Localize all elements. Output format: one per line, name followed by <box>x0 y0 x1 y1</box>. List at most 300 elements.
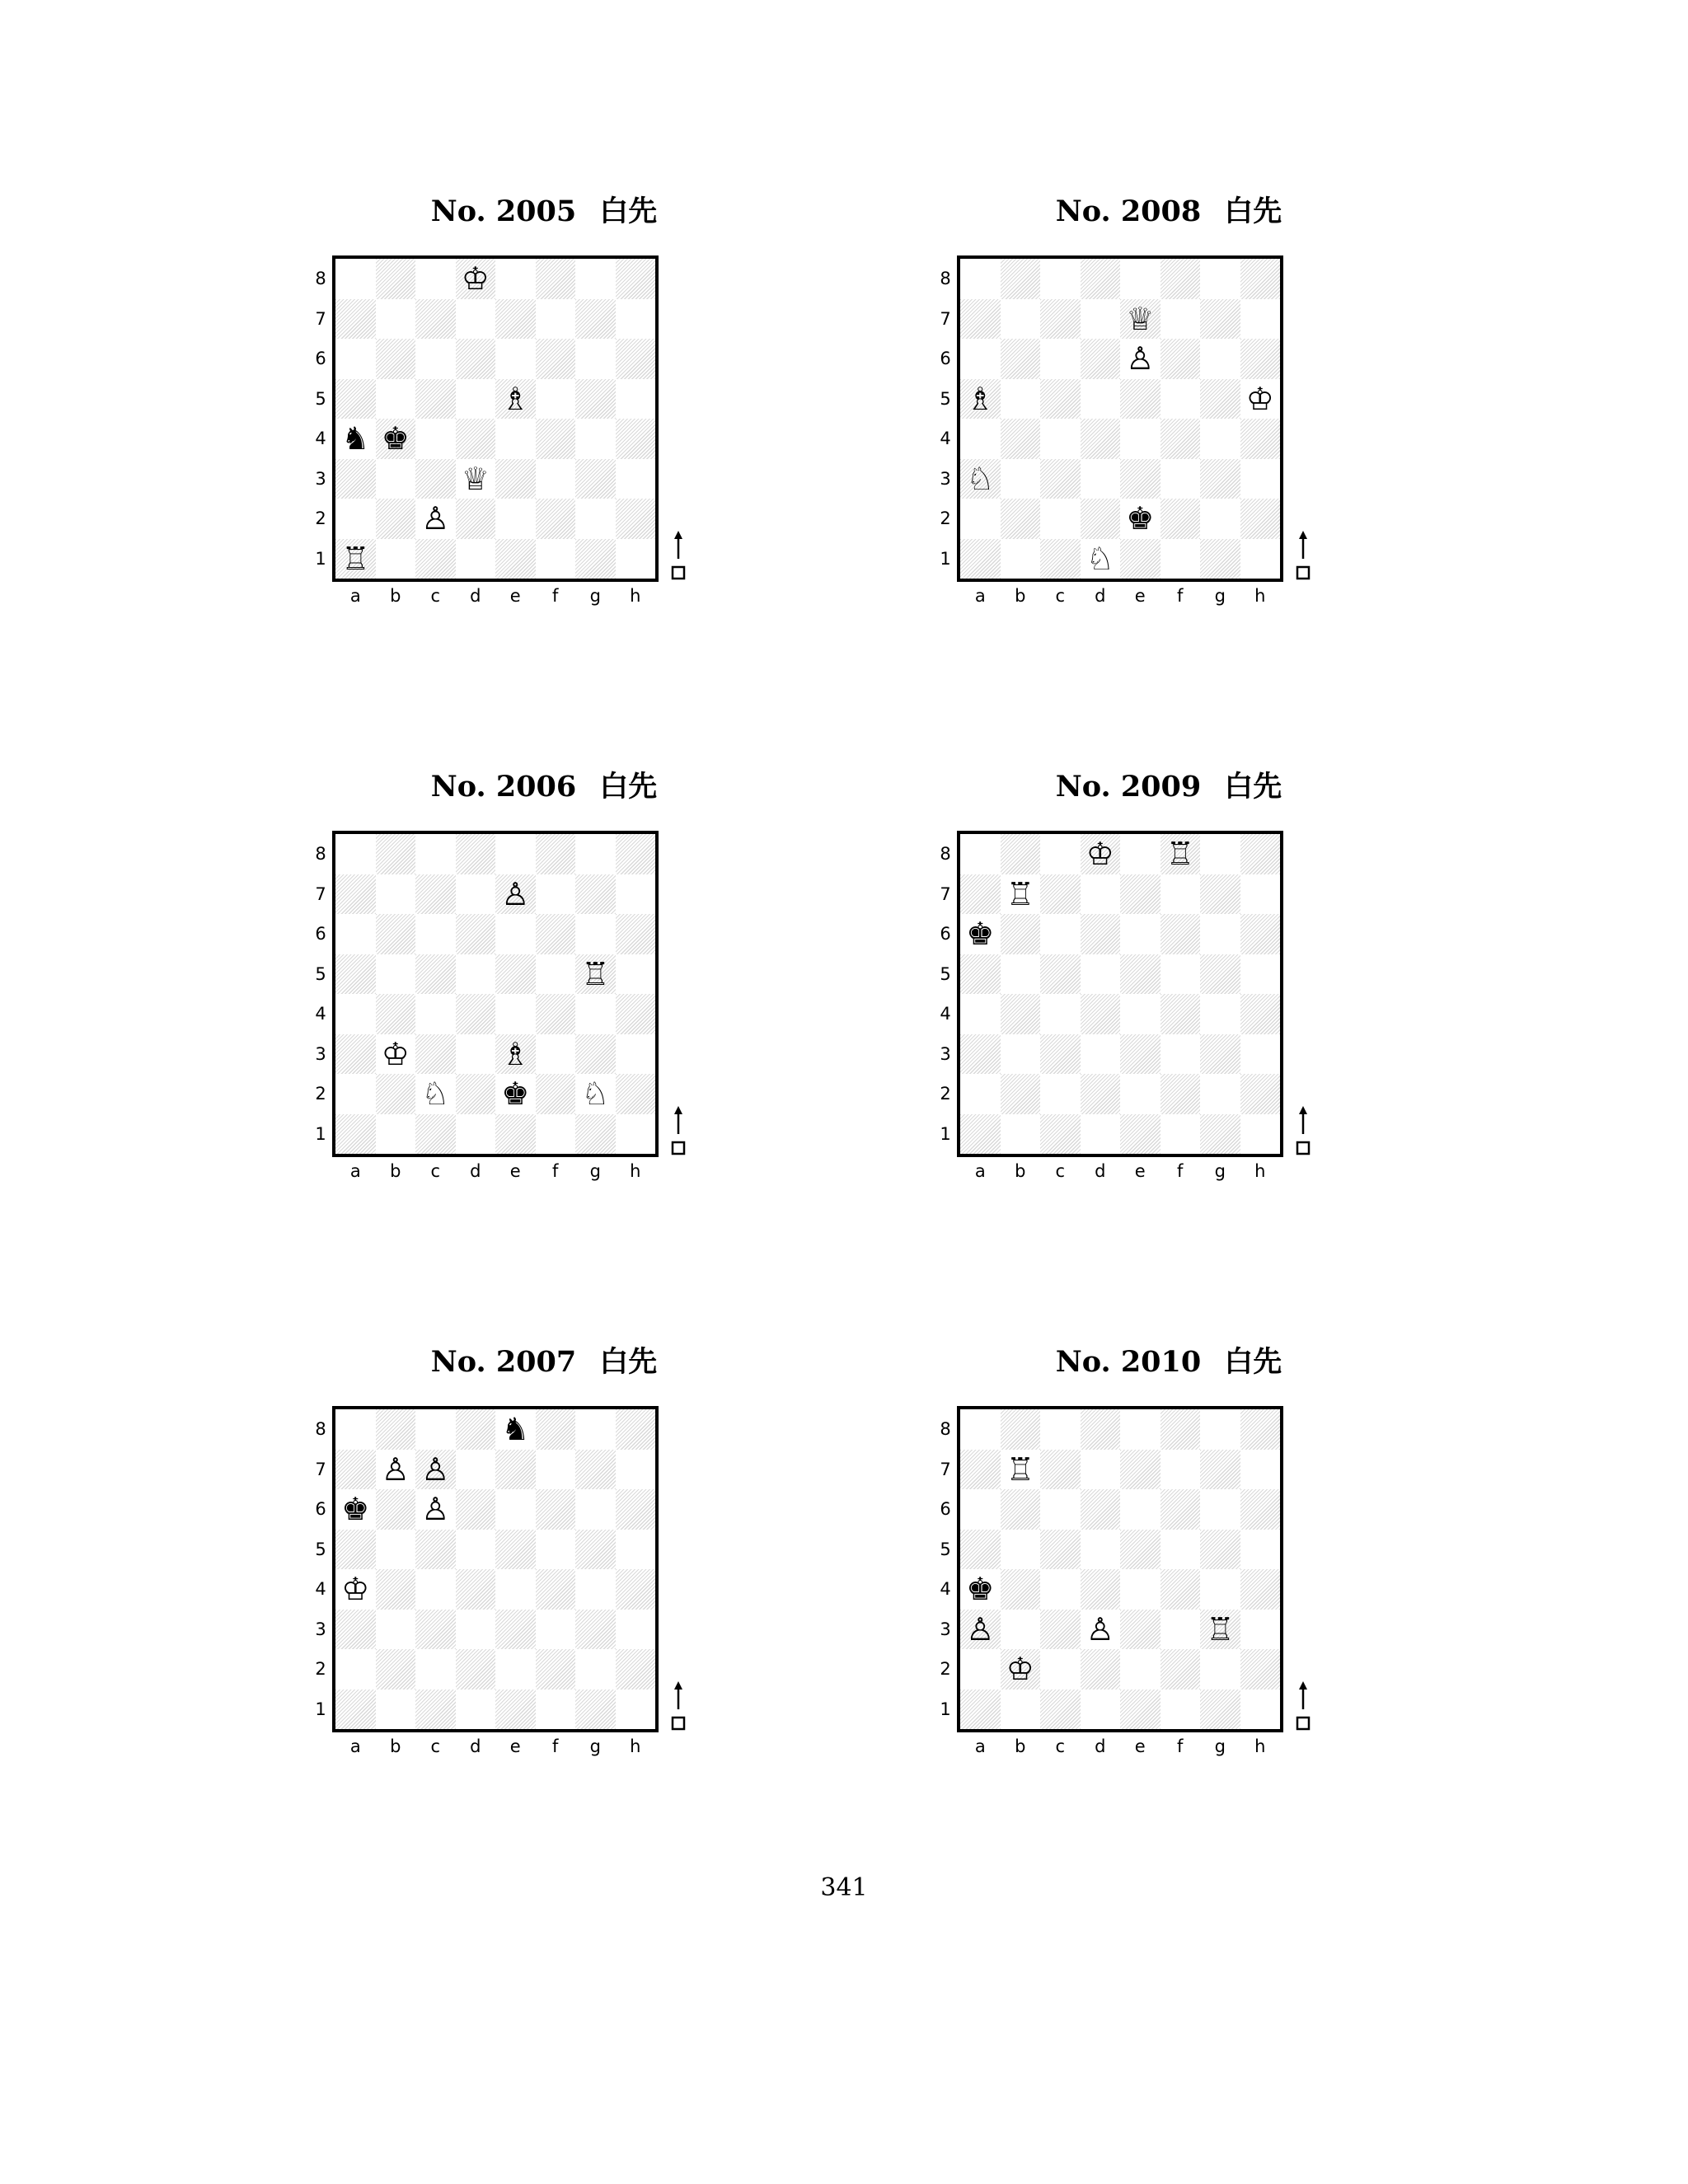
square-f5 <box>536 1530 576 1570</box>
puzzle-title <box>938 1340 1400 1385</box>
file-label: b <box>390 1161 401 1181</box>
square-b6 <box>376 914 416 954</box>
rank-labels <box>313 834 328 1154</box>
square-g2 <box>1200 499 1240 539</box>
rank-label: 4 <box>315 1579 326 1600</box>
square-h6 <box>616 339 656 379</box>
square-c3 <box>1040 1610 1081 1650</box>
square-d3 <box>456 459 496 499</box>
square-f1 <box>1160 1114 1201 1155</box>
square-h2 <box>1240 499 1281 539</box>
chess-board <box>957 831 1283 1157</box>
rank-label: 1 <box>315 1699 326 1719</box>
square-f7 <box>1160 299 1201 340</box>
square-e1 <box>1120 1114 1160 1155</box>
file-label: h <box>630 586 641 606</box>
white-king-icon: ♔ <box>1245 380 1274 417</box>
square-c4 <box>1040 419 1081 459</box>
square-c8 <box>415 834 456 874</box>
square-g6 <box>1200 1489 1240 1530</box>
square-a6 <box>335 1489 376 1530</box>
side-to-move: 白先 <box>599 1346 658 1379</box>
turn-indicator-icon <box>670 531 687 582</box>
square-h6 <box>616 914 656 954</box>
puzzle-title <box>313 190 775 234</box>
square-b2 <box>1001 1074 1041 1114</box>
rank-label: 5 <box>940 388 951 409</box>
square-g1 <box>575 539 616 579</box>
square-c6 <box>415 339 456 379</box>
square-a8 <box>335 834 376 874</box>
square-g4 <box>575 419 616 459</box>
square-c2 <box>415 1074 456 1114</box>
square-g1 <box>575 1690 616 1730</box>
puzzle-title <box>938 190 1400 234</box>
square-a5 <box>960 954 1001 995</box>
square-a1 <box>335 539 376 579</box>
file-label: e <box>509 1161 521 1181</box>
square-g5 <box>575 379 616 419</box>
square-g1 <box>575 1114 616 1155</box>
file-label: d <box>470 586 481 606</box>
square-f7 <box>536 299 576 340</box>
rank-label: 5 <box>315 1539 326 1559</box>
square-d8 <box>456 834 496 874</box>
puzzle-title <box>313 765 775 809</box>
square-h1 <box>1240 539 1281 579</box>
square-g5 <box>575 954 616 995</box>
square-a1 <box>335 1114 376 1155</box>
square-b3 <box>1001 1610 1041 1650</box>
file-labels <box>335 1734 655 1759</box>
square-a7 <box>335 874 376 915</box>
white-pawn-icon: ♙ <box>1085 1610 1114 1647</box>
square-a1 <box>960 539 1001 579</box>
file-label: f <box>1177 586 1184 606</box>
square-h6 <box>616 1489 656 1530</box>
square-d8 <box>1081 1409 1121 1450</box>
square-e2 <box>1120 1074 1160 1114</box>
square-c1 <box>415 1114 456 1155</box>
file-label: c <box>1055 1161 1066 1181</box>
square-h5 <box>1240 954 1281 995</box>
square-d6 <box>1081 914 1121 954</box>
square-e8 <box>495 1409 536 1450</box>
square-b3 <box>1001 459 1041 499</box>
rank-label: 6 <box>940 349 951 369</box>
square-c1 <box>415 539 456 579</box>
file-label: f <box>1177 1161 1184 1181</box>
square-b1 <box>1001 539 1041 579</box>
square-d5 <box>456 954 496 995</box>
file-label: c <box>430 1161 441 1181</box>
square-d1 <box>456 1114 496 1155</box>
square-e3 <box>495 459 536 499</box>
square-f1 <box>1160 539 1201 579</box>
square-h7 <box>1240 874 1281 915</box>
square-d1 <box>1081 1690 1121 1730</box>
rank-labels <box>938 1409 953 1729</box>
square-c4 <box>1040 1569 1081 1610</box>
square-e1 <box>495 1114 536 1155</box>
puzzle-number: No. 2006 <box>430 770 577 804</box>
file-label: b <box>390 586 401 606</box>
square-e4 <box>495 419 536 459</box>
square-b1 <box>376 1690 416 1730</box>
square-h8 <box>1240 259 1281 299</box>
square-f3 <box>536 1610 576 1650</box>
rank-label: 2 <box>940 509 951 529</box>
square-h5 <box>1240 1530 1281 1570</box>
square-c4 <box>1040 994 1081 1034</box>
square-d4 <box>1081 994 1121 1034</box>
rank-label: 5 <box>315 963 326 984</box>
square-a2 <box>960 499 1001 539</box>
square-g4 <box>1200 419 1240 459</box>
square-e8 <box>1120 834 1160 874</box>
puzzle <box>938 765 1400 1226</box>
puzzle-number: No. 2005 <box>430 194 577 228</box>
square-a4 <box>335 419 376 459</box>
square-c5 <box>415 1530 456 1570</box>
square-e8 <box>1120 259 1160 299</box>
square-d3 <box>456 1610 496 1650</box>
square-b1 <box>1001 1114 1041 1155</box>
square-h6 <box>1240 914 1281 954</box>
square-b1 <box>376 539 416 579</box>
square-c4 <box>415 1569 456 1610</box>
square-f7 <box>536 1450 576 1490</box>
square-d2 <box>1081 499 1121 539</box>
square-d8 <box>456 1409 496 1450</box>
square-f4 <box>1160 1569 1201 1610</box>
white-rook-icon: ♖ <box>1006 875 1034 912</box>
square-a5 <box>960 379 1001 419</box>
square-e7 <box>1120 874 1160 915</box>
file-label: a <box>349 1736 361 1756</box>
white-king-icon: ♔ <box>461 260 490 298</box>
square-e5 <box>495 379 536 419</box>
square-g5 <box>1200 954 1240 995</box>
square-d6 <box>456 1489 496 1530</box>
file-labels <box>960 1159 1280 1183</box>
rank-label: 7 <box>940 308 951 329</box>
side-to-move: 白先 <box>1224 771 1282 804</box>
square-c2 <box>1040 1649 1081 1690</box>
square-a2 <box>335 1649 376 1690</box>
square-c3 <box>415 1034 456 1075</box>
square-a4 <box>335 994 376 1034</box>
square-f2 <box>536 1074 576 1114</box>
square-h5 <box>616 379 656 419</box>
square-a4 <box>335 1569 376 1610</box>
square-d6 <box>1081 1489 1121 1530</box>
square-g5 <box>575 1530 616 1570</box>
square-e6 <box>495 914 536 954</box>
square-f8 <box>536 1409 576 1450</box>
square-e1 <box>1120 1690 1160 1730</box>
rank-label: 3 <box>315 1619 326 1639</box>
side-to-move: 白先 <box>1224 195 1282 228</box>
square-b6 <box>1001 914 1041 954</box>
square-a7 <box>960 874 1001 915</box>
rank-label: 8 <box>940 844 951 865</box>
turn-indicator-icon <box>670 1106 687 1157</box>
square-h6 <box>1240 1489 1281 1530</box>
file-label: d <box>1095 1736 1106 1756</box>
square-a5 <box>335 1530 376 1570</box>
square-e8 <box>495 834 536 874</box>
black-king-icon: ♚ <box>501 1076 530 1113</box>
square-e5 <box>1120 1530 1160 1570</box>
square-b7 <box>376 874 416 915</box>
square-b7 <box>1001 299 1041 340</box>
rank-label: 7 <box>315 1459 326 1479</box>
square-b4 <box>1001 419 1041 459</box>
square-g8 <box>1200 259 1240 299</box>
rank-label: 4 <box>315 429 326 449</box>
square-f1 <box>1160 1690 1201 1730</box>
square-a6 <box>960 914 1001 954</box>
square-c8 <box>1040 259 1081 299</box>
square-d5 <box>1081 1530 1121 1570</box>
square-d3 <box>1081 459 1121 499</box>
white-rook-icon: ♖ <box>1165 836 1194 873</box>
white-bishop-icon: ♗ <box>966 380 995 417</box>
rank-label: 4 <box>940 429 951 449</box>
square-g7 <box>1200 299 1240 340</box>
rank-label: 4 <box>315 1004 326 1024</box>
square-c6 <box>1040 914 1081 954</box>
square-d5 <box>456 1530 496 1570</box>
puzzle-number: No. 2009 <box>1055 770 1202 804</box>
square-f3 <box>1160 1610 1201 1650</box>
square-g5 <box>1200 379 1240 419</box>
square-b8 <box>1001 834 1041 874</box>
white-queen-icon: ♕ <box>1126 300 1155 337</box>
square-b6 <box>1001 339 1041 379</box>
square-c3 <box>1040 459 1081 499</box>
square-a3 <box>335 459 376 499</box>
square-a8 <box>960 1409 1001 1450</box>
square-d3 <box>456 1034 496 1075</box>
rank-label: 2 <box>315 1659 326 1680</box>
side-to-move: 白先 <box>1224 1346 1282 1379</box>
square-f5 <box>1160 954 1201 995</box>
square-h2 <box>1240 1074 1281 1114</box>
square-a5 <box>335 379 376 419</box>
square-d1 <box>1081 1114 1121 1155</box>
square-b3 <box>376 459 416 499</box>
white-pawn-icon: ♙ <box>421 1491 450 1528</box>
puzzle <box>938 1340 1400 1802</box>
square-b5 <box>1001 379 1041 419</box>
file-label: g <box>589 1161 601 1181</box>
file-label: g <box>589 1736 601 1756</box>
puzzle <box>313 765 775 1226</box>
rank-label: 3 <box>315 1043 326 1064</box>
square-f3 <box>1160 459 1201 499</box>
square-c4 <box>415 419 456 459</box>
page-number: 341 <box>820 1873 868 1902</box>
square-f8 <box>536 834 576 874</box>
square-f1 <box>536 539 576 579</box>
square-h1 <box>1240 1114 1281 1155</box>
white-knight-icon: ♘ <box>1085 540 1114 577</box>
square-e5 <box>1120 954 1160 995</box>
square-f5 <box>1160 379 1201 419</box>
file-label: f <box>552 1161 559 1181</box>
square-a7 <box>960 299 1001 340</box>
square-e5 <box>495 954 536 995</box>
square-g7 <box>575 299 616 340</box>
square-b6 <box>376 1489 416 1530</box>
file-label: g <box>1214 1161 1226 1181</box>
square-e7 <box>1120 1450 1160 1490</box>
square-d5 <box>1081 379 1121 419</box>
square-c7 <box>1040 299 1081 340</box>
square-g6 <box>1200 339 1240 379</box>
rank-labels <box>313 1409 328 1729</box>
white-knight-icon: ♘ <box>966 460 995 497</box>
square-g8 <box>575 834 616 874</box>
square-h7 <box>1240 299 1281 340</box>
square-g6 <box>575 914 616 954</box>
white-rook-icon: ♖ <box>581 955 610 992</box>
square-b8 <box>1001 259 1041 299</box>
rank-label: 3 <box>940 1619 951 1639</box>
square-a6 <box>960 339 1001 379</box>
square-e8 <box>1120 1409 1160 1450</box>
square-f7 <box>1160 1450 1201 1490</box>
square-e2 <box>495 1074 536 1114</box>
square-h2 <box>616 499 656 539</box>
square-g2 <box>575 1649 616 1690</box>
square-f7 <box>1160 874 1201 915</box>
square-h1 <box>616 539 656 579</box>
square-c7 <box>415 1450 456 1490</box>
square-h1 <box>616 1114 656 1155</box>
file-label: h <box>630 1736 641 1756</box>
white-pawn-icon: ♙ <box>501 875 530 912</box>
square-g3 <box>575 459 616 499</box>
file-label: g <box>1214 1736 1226 1756</box>
square-c8 <box>415 259 456 299</box>
black-king-icon: ♚ <box>966 916 995 953</box>
chess-board <box>332 831 659 1157</box>
rank-label: 2 <box>315 1084 326 1104</box>
square-b7 <box>1001 1450 1041 1490</box>
square-b7 <box>376 1450 416 1490</box>
square-b5 <box>376 1530 416 1570</box>
turn-indicator-icon <box>1295 531 1311 582</box>
chess-board <box>332 1406 659 1732</box>
square-e1 <box>1120 539 1160 579</box>
white-pawn-icon: ♙ <box>966 1610 995 1647</box>
square-d2 <box>1081 1649 1121 1690</box>
square-c6 <box>415 1489 456 1530</box>
square-f4 <box>536 1569 576 1610</box>
square-h4 <box>616 419 656 459</box>
file-label: d <box>470 1161 481 1181</box>
rank-label: 3 <box>940 1043 951 1064</box>
black-knight-icon: ♞ <box>341 420 370 457</box>
rank-label: 2 <box>315 509 326 529</box>
square-b5 <box>376 954 416 995</box>
chess-board <box>332 255 659 582</box>
square-a3 <box>960 459 1001 499</box>
square-a6 <box>960 1489 1001 1530</box>
square-e8 <box>495 259 536 299</box>
square-e6 <box>1120 914 1160 954</box>
rank-label: 8 <box>940 1419 951 1440</box>
square-b1 <box>1001 1690 1041 1730</box>
square-f8 <box>1160 834 1201 874</box>
square-c5 <box>415 954 456 995</box>
square-h7 <box>616 1450 656 1490</box>
square-c6 <box>415 914 456 954</box>
square-h1 <box>616 1690 656 1730</box>
square-e6 <box>495 1489 536 1530</box>
square-a1 <box>960 1690 1001 1730</box>
square-d6 <box>1081 339 1121 379</box>
square-f4 <box>1160 994 1201 1034</box>
square-c5 <box>1040 954 1081 995</box>
puzzle <box>313 1340 775 1802</box>
rank-label: 3 <box>315 468 326 489</box>
square-a4 <box>960 1569 1001 1610</box>
square-g4 <box>1200 994 1240 1034</box>
square-h6 <box>1240 339 1281 379</box>
black-knight-icon: ♞ <box>501 1411 530 1448</box>
square-f4 <box>536 419 576 459</box>
square-c6 <box>1040 339 1081 379</box>
white-pawn-icon: ♙ <box>421 500 450 537</box>
square-d6 <box>456 914 496 954</box>
square-a2 <box>335 1074 376 1114</box>
square-d4 <box>456 994 496 1034</box>
square-f6 <box>1160 339 1201 379</box>
black-king-icon: ♚ <box>381 420 410 457</box>
square-e2 <box>1120 499 1160 539</box>
square-b6 <box>1001 1489 1041 1530</box>
square-g1 <box>1200 1690 1240 1730</box>
square-e2 <box>495 499 536 539</box>
file-label: g <box>1214 586 1226 606</box>
square-b4 <box>1001 1569 1041 1610</box>
square-d2 <box>456 1074 496 1114</box>
square-b2 <box>376 1074 416 1114</box>
rank-label: 4 <box>940 1004 951 1024</box>
square-b2 <box>376 499 416 539</box>
square-e7 <box>495 299 536 340</box>
square-d1 <box>456 1690 496 1730</box>
file-label: e <box>509 1736 521 1756</box>
square-b4 <box>376 994 416 1034</box>
square-d4 <box>1081 419 1121 459</box>
square-d6 <box>456 339 496 379</box>
square-f2 <box>1160 1649 1201 1690</box>
square-g1 <box>1200 1114 1240 1155</box>
square-b2 <box>1001 499 1041 539</box>
square-a2 <box>335 499 376 539</box>
file-label: d <box>1095 586 1106 606</box>
square-e5 <box>495 1530 536 1570</box>
file-label: c <box>1055 1736 1066 1756</box>
turn-indicator-icon <box>1295 1681 1311 1732</box>
chess-board <box>957 255 1283 582</box>
rank-label: 3 <box>940 468 951 489</box>
